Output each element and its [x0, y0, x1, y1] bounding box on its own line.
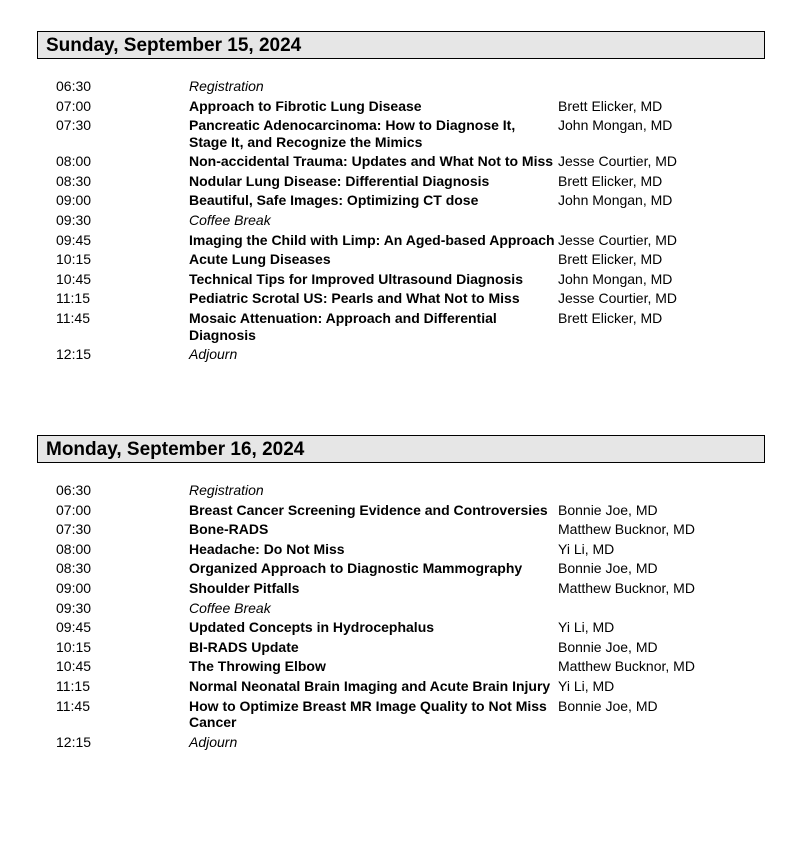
session-title: Non-accidental Trauma: Updates and What Not to Miss: [189, 153, 554, 170]
session-speaker: Brett Elicker, MD: [558, 310, 663, 327]
session-title: Normal Neonatal Brain Imaging and Acute Brain Injury: [189, 677, 551, 694]
session-time: 07:30: [56, 521, 92, 538]
session-time: 08:30: [56, 560, 92, 577]
session-time: 09:00: [56, 192, 92, 209]
session-time: 06:30: [56, 78, 92, 94]
schedule-session-row: [37, 117, 765, 150]
schedule-break-row: [37, 346, 765, 363]
session-time: 07:00: [56, 501, 92, 518]
session-title: Beautiful, Safe Images: Optimizing CT dose: [189, 192, 479, 209]
session-time: 09:30: [56, 599, 92, 616]
session-title: Shoulder Pitfalls: [189, 579, 300, 596]
session-title: Organized Approach to Diagnostic Mammography: [189, 560, 523, 577]
schedule-session-row: [37, 639, 765, 656]
session-title: Registration: [189, 78, 264, 94]
session-speaker: John Mongan, MD: [558, 117, 673, 134]
session-title: How to Optimize Breast MR Image Quality to Not Miss Cancer: [189, 697, 547, 731]
session-title: Approach to Fibrotic Lung Disease: [189, 97, 422, 114]
session-time: 09:30: [56, 212, 92, 229]
schedule-session-row: [37, 98, 765, 115]
session-speaker: Matthew Bucknor, MD: [558, 579, 695, 596]
session-list: [37, 78, 765, 363]
schedule-session-row: [37, 251, 765, 268]
session-time: 08:00: [56, 153, 92, 170]
session-speaker: [557, 212, 765, 229]
session-title: Headache: Do Not Miss: [189, 540, 345, 557]
session-speaker: Jesse Courtier, MD: [558, 231, 678, 248]
day-heading: Sunday, September 15, 2024: [37, 31, 765, 59]
schedule-break-row: [37, 482, 765, 499]
session-time: 12:15: [56, 733, 92, 750]
session-title: Nodular Lung Disease: Differential Diagnosis: [189, 172, 490, 189]
session-title: Coffee Break: [189, 599, 271, 616]
session-speaker: Jesse Courtier, MD: [558, 153, 678, 170]
session-time: 10:45: [56, 270, 92, 287]
schedule-session-row: [37, 192, 765, 209]
session-speaker: John Mongan, MD: [558, 192, 673, 209]
session-speaker: Brett Elicker, MD: [558, 172, 663, 189]
session-time: 11:45: [56, 310, 90, 327]
day-section-monday: [37, 435, 765, 753]
schedule-break-row: [37, 212, 765, 229]
schedule-session-row: [37, 271, 765, 288]
session-list: [37, 482, 765, 750]
session-speaker: [557, 734, 765, 751]
session-title: Updated Concepts in Hydrocephalus: [189, 619, 435, 636]
schedule-session-row: [37, 678, 765, 695]
schedule-session-row: [37, 580, 765, 597]
session-time: 08:30: [56, 172, 92, 189]
session-title: Bone-RADS: [189, 521, 269, 538]
schedule-session-row: [37, 541, 765, 558]
schedule-session-row: [37, 502, 765, 519]
session-time: 08:00: [56, 540, 92, 557]
session-speaker: [557, 78, 765, 95]
session-speaker: Matthew Bucknor, MD: [558, 521, 695, 538]
session-time: 11:15: [56, 677, 90, 694]
schedule-session-row: [37, 560, 765, 577]
session-speaker: Bonnie Joe, MD: [558, 560, 658, 577]
session-title: Breast Cancer Screening Evidence and Controversies: [189, 501, 548, 518]
session-time: 07:00: [56, 97, 92, 114]
session-speaker: Brett Elicker, MD: [558, 97, 663, 114]
schedule-session-row: [37, 173, 765, 190]
session-time: 10:45: [56, 658, 92, 675]
session-time: 06:30: [56, 482, 92, 498]
schedule-session-row: [37, 619, 765, 636]
session-speaker: Yi Li, MD: [558, 677, 615, 694]
session-time: 07:30: [56, 117, 92, 134]
session-title: Pediatric Scrotal US: Pearls and What Not to Miss: [189, 290, 520, 307]
session-speaker: Bonnie Joe, MD: [558, 638, 658, 655]
schedule-session-row: [37, 310, 765, 343]
session-time: 12:15: [56, 346, 92, 363]
session-title: Acute Lung Diseases: [189, 251, 331, 268]
session-speaker: [557, 600, 765, 617]
session-time: 11:15: [56, 290, 90, 307]
session-speaker: Bonnie Joe, MD: [558, 697, 658, 714]
session-title: Pancreatic Adenocarcinoma: How to Diagnose It, Stage It, and Recognize the Mimics: [189, 117, 516, 150]
schedule-break-row: [37, 78, 765, 95]
session-time: 10:15: [56, 638, 92, 655]
schedule-session-row: [37, 153, 765, 170]
session-time: 11:45: [56, 697, 90, 714]
schedule-session-row: [37, 232, 765, 249]
schedule-session-row: [37, 290, 765, 307]
session-title: Adjourn: [189, 346, 238, 363]
session-title: The Throwing Elbow: [189, 658, 326, 675]
session-speaker: Matthew Bucknor, MD: [558, 658, 695, 675]
session-speaker: John Mongan, MD: [558, 270, 673, 287]
session-title: Technical Tips for Improved Ultrasound Diagnosis: [189, 270, 523, 287]
session-title: Mosaic Attenuation: Approach and Differential Diagnosis: [189, 310, 497, 343]
schedule-break-row: [37, 600, 765, 617]
session-speaker: Yi Li, MD: [558, 540, 615, 557]
schedule-break-row: [37, 734, 765, 751]
session-speaker: Yi Li, MD: [558, 619, 615, 636]
session-title: Adjourn: [189, 733, 238, 750]
session-title: Imaging the Child with Limp: An Aged-based Approach: [189, 231, 555, 248]
schedule-session-row: [37, 658, 765, 675]
session-title: Coffee Break: [189, 212, 271, 229]
session-title: Registration: [189, 482, 264, 498]
session-time: 09:00: [56, 579, 92, 596]
session-title: BI-RADS Update: [189, 638, 299, 655]
session-speaker: Jesse Courtier, MD: [558, 290, 678, 307]
schedule-session-row: [37, 698, 765, 731]
schedule-session-row: [37, 521, 765, 538]
session-time: 09:45: [56, 619, 92, 636]
day-heading: Monday, September 16, 2024: [37, 435, 765, 463]
session-speaker: [557, 482, 765, 499]
session-time: 09:45: [56, 231, 92, 248]
session-time: 10:15: [56, 251, 92, 268]
session-speaker: [557, 346, 765, 363]
session-speaker: Bonnie Joe, MD: [558, 501, 658, 518]
session-speaker: Brett Elicker, MD: [558, 251, 663, 268]
day-section-sunday: [37, 31, 765, 366]
